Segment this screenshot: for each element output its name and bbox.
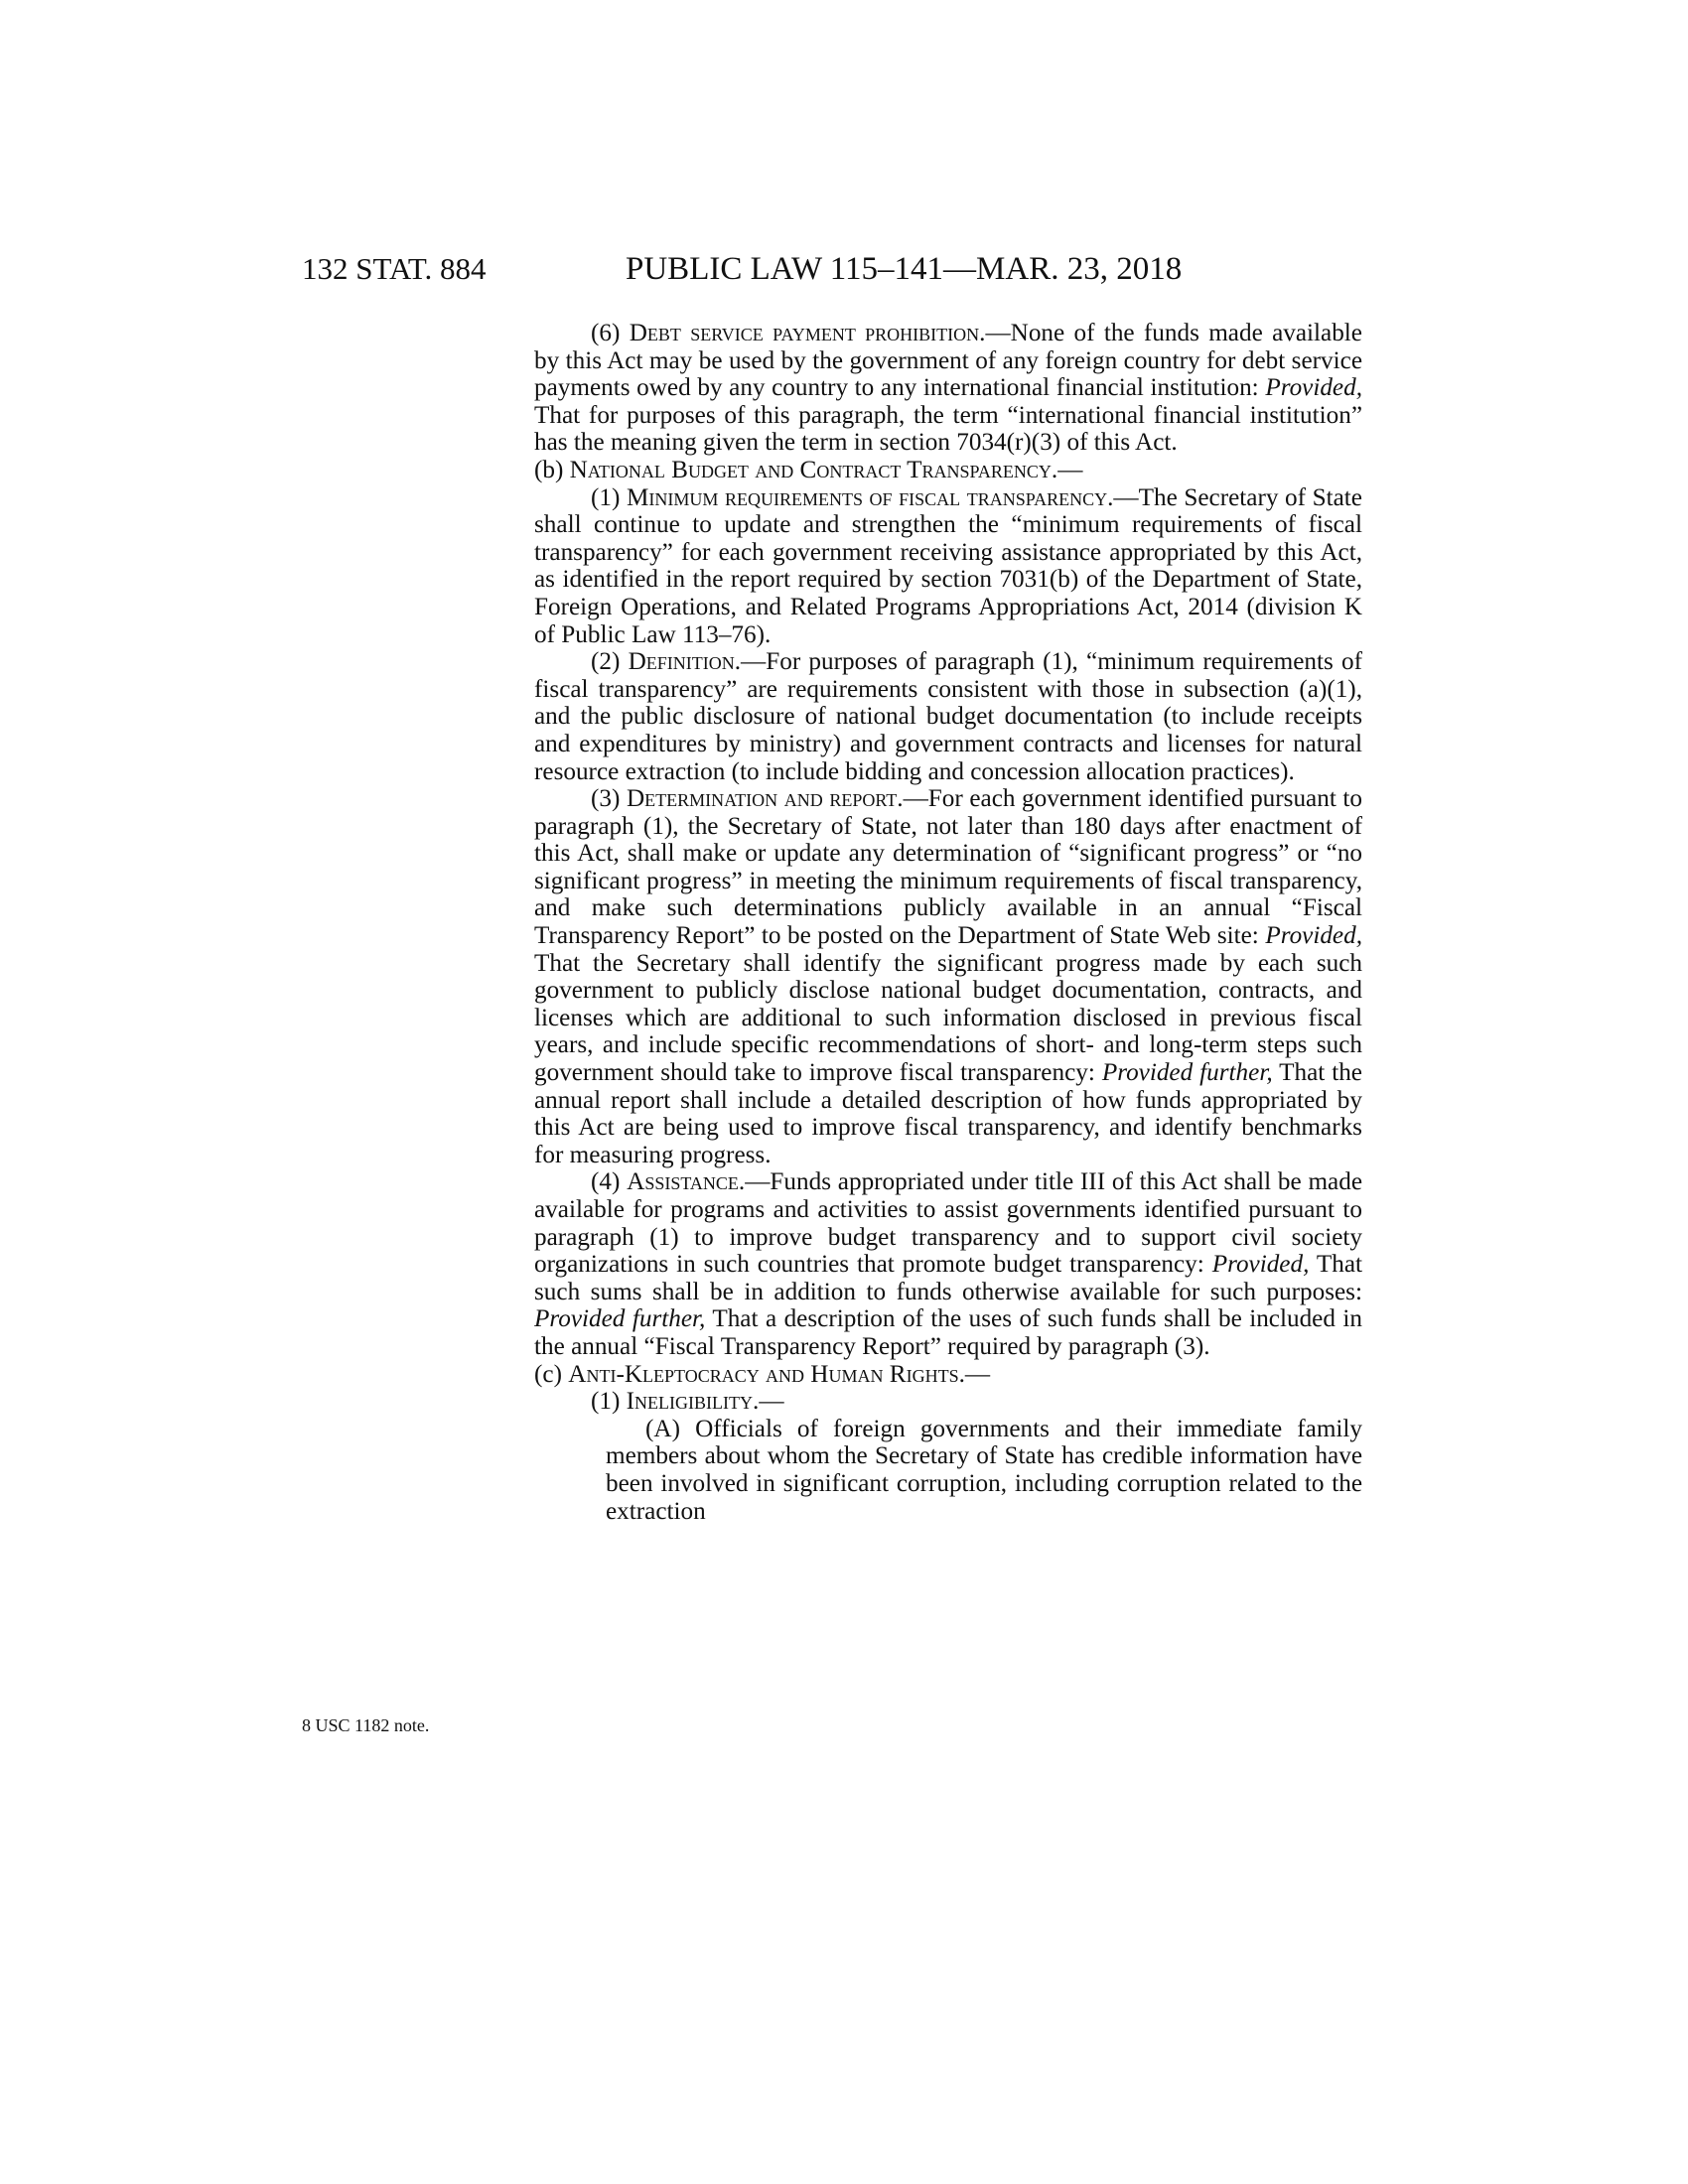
paragraph-6: (6) Debt service payment prohibition.—None of the funds made available by this Act may be used by the government of any foreign country for debt service payments owed by any country to any international financial institution: Provided, That for purposes of this paragraph, the term “international financial institution” has the meaning given the term in section 7034(r)(3) of this Act. (534, 320, 1362, 457)
text-column (534, 320, 1362, 1525)
subsection-c-heading: (c) Anti-Kleptocracy and Human Rights.— (534, 1360, 991, 1388)
paragraph-b1: (1) Minimum requirements of fiscal transparency.—The Secretary of State shall continue to update and strengthen the “minimum requirements of fiscal transparency” for each government receiving assistance appropriated by this Act, as identified in the report required by section 7031(b) of the Department of State, Foreign Operations, and Related Programs Appropriations Act, 2014 (division K of Public Law 113–76). (534, 483, 1362, 648)
paragraph-b3: (3) Determination and report.—For each government identified pursuant to paragraph (1), the Secretary of State, not later than 180 days after enactment of this Act, shall make or update any determination of “significant progress” or “no significant progress” in meeting the minimum requirements of fiscal transparency, and make such determinations publicly available in an annual “Fiscal Transparency Report” to be posted on the Department of State Web site: Provided, That the Secretary shall identify the significant progress made by each such government to publicly disclose national budget documentation, contracts, and licenses which are additional to such information disclosed in previous fiscal years, and include specific recommendations of short- and long-term steps such government should take to improve fiscal transparency: Provided further, That the annual report shall include a detailed description of how funds appropriated by this Act are being used to improve fiscal transparency, and identify benchmarks for measuring progress. (534, 785, 1362, 1168)
subsection-b-heading: (b) National Budget and Contract Transparency.— (534, 456, 1083, 483)
paragraph-c1-heading: (1) Ineligibility.— (591, 1388, 784, 1416)
running-header: PUBLIC LAW 115–141—MAR. 23, 2018 (626, 251, 1183, 287)
margin-note: 8 USC 1182 note. (302, 1715, 430, 1735)
page-stat-number: 132 STAT. 884 (302, 251, 487, 286)
paragraph-heading: Debt service payment prohibition. (629, 320, 986, 346)
paragraph-heading: Determination and report. (626, 785, 904, 813)
subparagraph-c1A: (A) Officials of foreign governments and their immediate family members about whom the Secretary of State has credible information have been involved in significant corruption, including corruption related to the extraction (606, 1415, 1362, 1525)
paragraph-heading: Definition. (628, 648, 742, 676)
paragraph-b2: (2) Definition.—For purposes of paragraph (1), “minimum requirements of fiscal transparency” are requirements consistent with those in subsection (a)(1), and the public disclosure of national budget documentation (to include receipts and expenditures by ministry) and government contracts and licenses for natural resource extraction (to include bidding and concession allocation practices). (534, 648, 1362, 785)
paragraph-heading: Assistance. (627, 1168, 746, 1196)
paragraph-heading: Minimum requirements of fiscal transparency. (626, 483, 1114, 511)
paragraph-b4: (4) Assistance.—Funds appropriated under title III of this Act shall be made available for programs and activities to assist governments identified pursuant to paragraph (1) to improve budget transparency and to support civil society organizations in such countries that promote budget transparency: Provided, That such sums shall be in addition to funds otherwise available for such purposes: Provided further, That a description of the uses of such funds shall be included in the annual “Fiscal Transparency Report” required by paragraph (3). (534, 1168, 1363, 1360)
